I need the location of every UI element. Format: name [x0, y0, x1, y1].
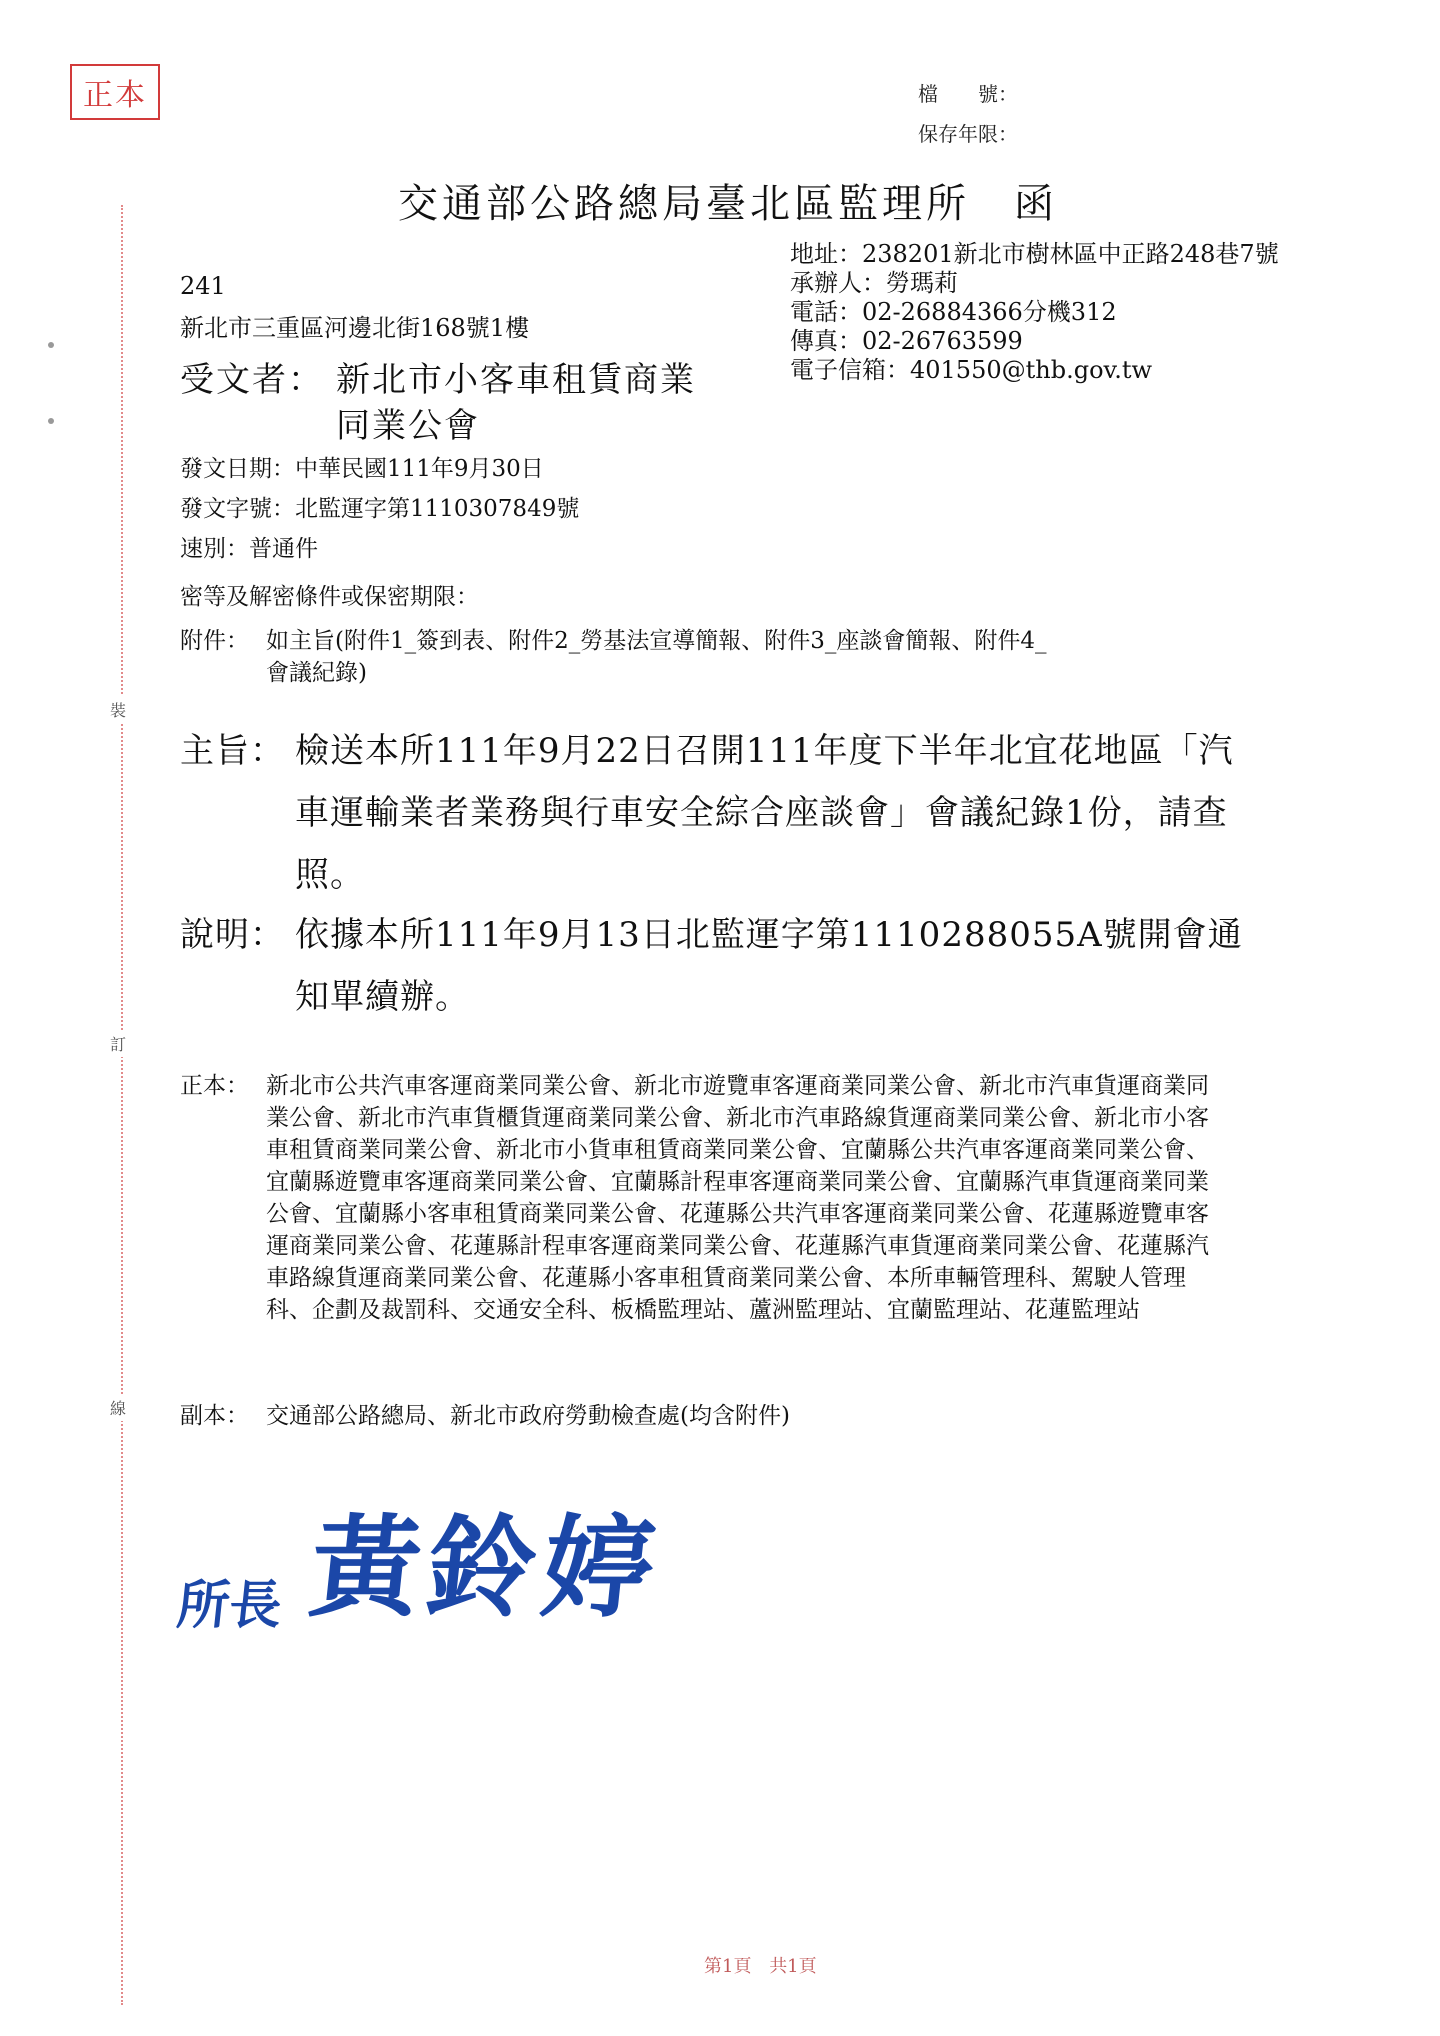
document-title: 交通部公路總局臺北區監理所 函	[398, 181, 1058, 227]
explanation-section	[180, 904, 1260, 1028]
phone: 電話：02-26884366分機312	[790, 298, 1117, 326]
handler: 承辦人：勞瑪莉	[790, 269, 958, 297]
delivery-speed: 速別：普通件	[180, 536, 318, 562]
subject-section	[180, 720, 1260, 906]
subject-text: 檢送本所111年9月22日召開111年度下半年北宜花地區「汽車運輸業者業務與行車安全綜合座談會」會議紀錄1份，請查照。	[295, 731, 1234, 895]
binding-mark-zhuang: 裝	[110, 696, 126, 723]
copy-recipients	[180, 1400, 1230, 1432]
page-total: 共1頁	[769, 1956, 817, 1977]
recipient-postal-code: 241	[180, 272, 226, 300]
page-footer	[698, 1952, 823, 1978]
copy-recipients-text: 交通部公路總局、新北市政府勞動檢查處(均含附件)	[266, 1403, 790, 1429]
explanation-text: 依據本所111年9月13日北監運字第1110288055A號開會通知單續辦。	[295, 915, 1243, 1017]
subject-label: 主旨：	[180, 731, 285, 771]
signature-title: 所長	[174, 1576, 285, 1636]
recipient-name-line1: 新北市小客車租賃商業	[336, 360, 696, 400]
recipient-name-line2: 同業公會	[336, 406, 480, 446]
original-recipients-text: 新北市公共汽車客運商業同業公會、新北市遊覽車客運商業同業公會、新北市汽車貨運商業同業公會、新北市汽車貨櫃貨運商業同業公會、新北市汽車路線貨運商業同業公會、新北市小客車租賃商業同業公會、新北市小貨車租賃商業同業公會、宜蘭縣公共汽車客運商業同業公會、宜蘭縣遊覽車客運商業同業公會、宜蘭縣計程車客運商業同業公會、宜蘭縣汽車貨運商業同業公會、宜蘭縣小客車租賃商業同業公會、花蓮縣公共汽車客運商業同業公會、花蓮縣遊覽車客運商業同業公會、花蓮縣計程車客運商業同業公會、花蓮縣汽車貨運商業同業公會、花蓮縣汽車路線貨運商業同業公會、花蓮縣小客車租賃商業同業公會、本所車輛管理科、駕駛人管理科、企劃及裁罰科、交通安全科、板橋監理站、蘆洲監理站、宜蘭監理站、花蓮監理站	[266, 1073, 1209, 1323]
binding-line	[121, 205, 123, 2005]
issue-date: 發文日期：中華民國111年9月30日	[180, 456, 544, 482]
page-number: 第1頁	[704, 1956, 752, 1977]
original-copy-stamp: 正本	[70, 64, 160, 120]
document-number: 發文字號：北監運字第1110307849號	[180, 496, 580, 522]
retention-period-label: 保存年限：	[918, 122, 1018, 146]
attachment-label: 附件：	[180, 628, 249, 654]
email: 電子信箱：401550@thb.gov.tw	[790, 356, 1153, 384]
copy-label: 副本：	[180, 1403, 249, 1429]
recipient-address: 新北市三重區河邊北街168號1樓	[180, 314, 530, 342]
secrecy-level: 密等及解密條件或保密期限：	[180, 584, 479, 610]
fax: 傳真：02-26763599	[790, 327, 1023, 355]
binding-mark-xian: 線	[110, 1394, 126, 1421]
binding-mark-ding: 訂	[110, 1030, 126, 1057]
attachment-line2: 會議紀錄)	[266, 660, 367, 686]
attachment-line1: 如主旨(附件1_簽到表、附件2_勞基法宣導簡報、附件3_座談會簡報、附件4_	[266, 628, 1047, 654]
original-recipients	[180, 1070, 1230, 1326]
explanation-label: 說明：	[180, 915, 285, 955]
scan-speck	[48, 342, 54, 348]
scan-speck	[48, 418, 54, 424]
sender-address: 地址：238201新北市樹林區中正路248巷7號	[790, 240, 1279, 268]
recipient-label: 受文者：	[180, 360, 324, 400]
original-label: 正本：	[180, 1073, 249, 1099]
file-number-label: 檔 號：	[918, 82, 1018, 106]
director-signature-stamp	[174, 1480, 666, 1638]
signature-name: 黃鈴婷	[304, 1504, 666, 1632]
